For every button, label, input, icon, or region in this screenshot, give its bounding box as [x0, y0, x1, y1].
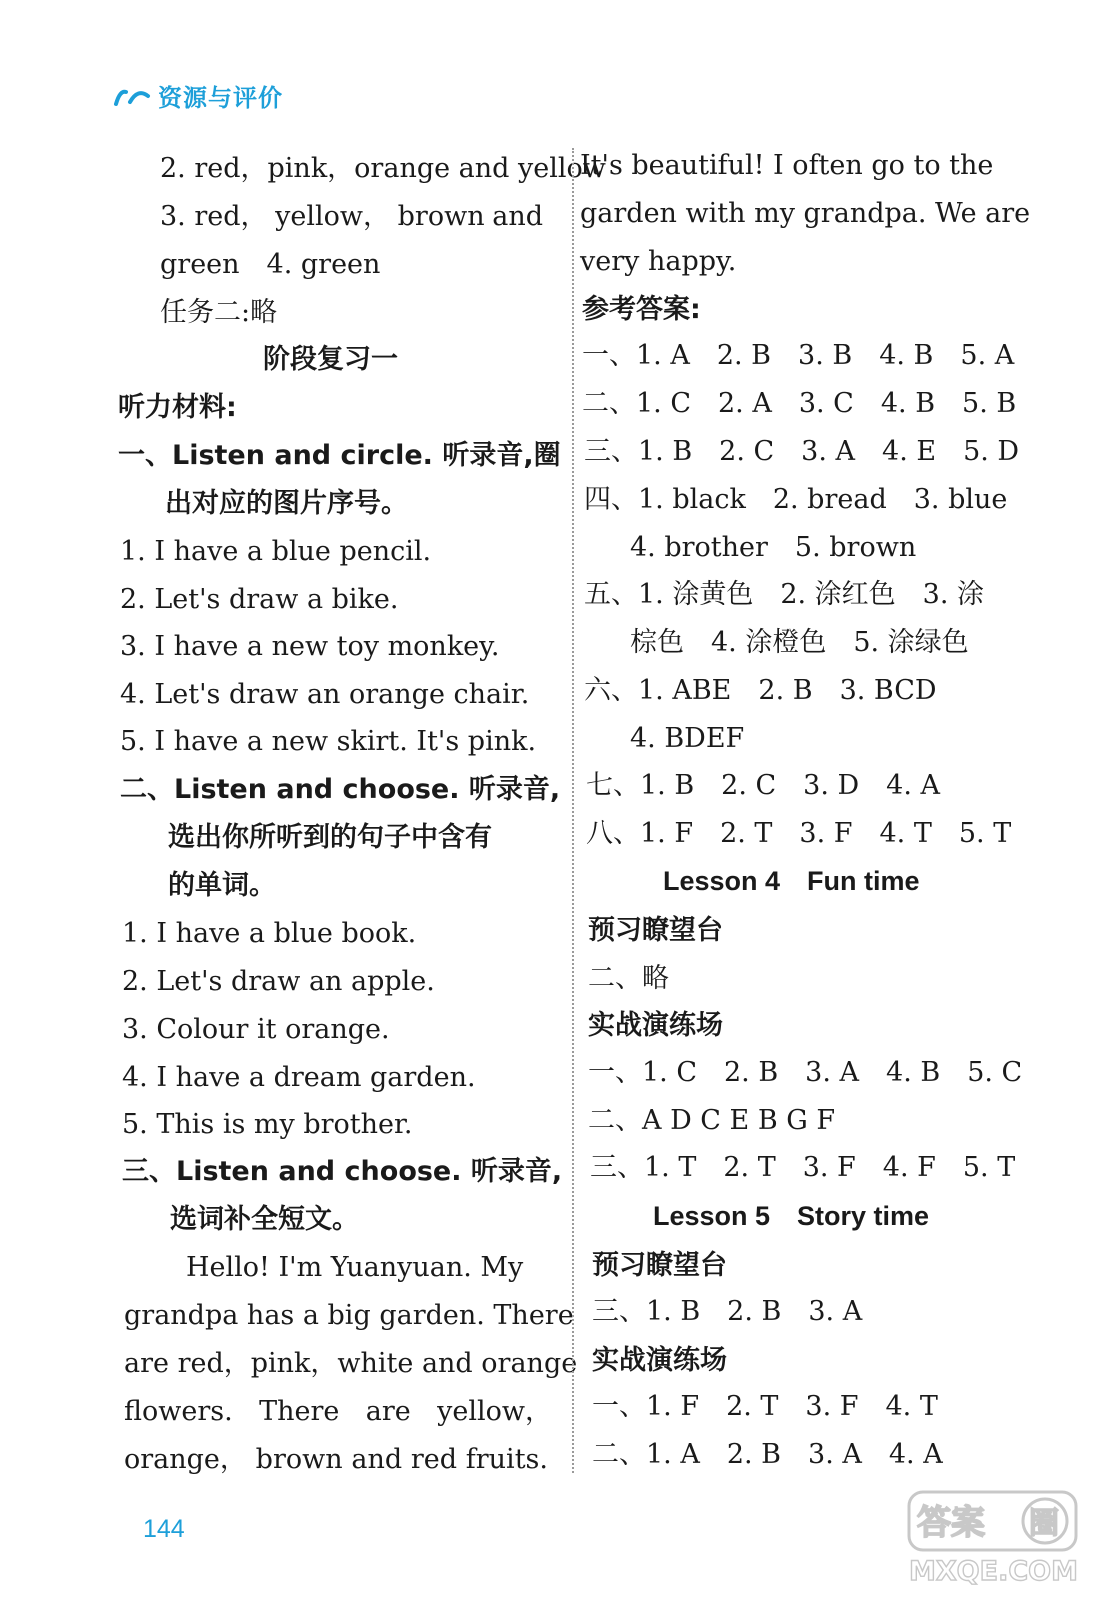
subsection-heading: 预习瞭望台 [588, 915, 723, 946]
answer-line: 四、1. black 2. bread 3. blue [584, 484, 1008, 515]
question-heading: 选出你所听到的句子中含有 [168, 822, 492, 853]
transcript-line: 2. Let's draw a bike. [120, 584, 399, 615]
answer-line: 一、1. A 2. B 3. B 4. B 5. A [582, 340, 1015, 371]
subsection-heading: 实战演练场 [592, 1345, 727, 1376]
question-heading: 二、Listen and choose. 听录音, [120, 774, 561, 805]
passage-line: grandpa has a big garden. There [124, 1300, 574, 1331]
answer-line: 三、1. T 2. T 3. F 4. F 5. T [590, 1152, 1016, 1183]
answer-line: 七、1. B 2. C 3. D 4. A [586, 770, 941, 801]
transcript-line: 4. Let's draw an orange chair. [120, 679, 530, 710]
transcript-line: 1. I have a blue pencil. [120, 536, 432, 567]
passage-line: flowers. There are yellow， [124, 1396, 552, 1427]
transcript-line: 3. Colour it orange. [122, 1014, 390, 1045]
question-heading: 三、Listen and choose. 听录音, [122, 1156, 563, 1187]
answer-line: 八、1. F 2. T 3. F 4. T 5. T [586, 818, 1012, 849]
page-number: 144 [143, 1515, 185, 1543]
svg-text:MXQE.COM: MXQE.COM [909, 1556, 1078, 1587]
lesson-title: Lesson 4 Fun time [663, 866, 920, 896]
answer-line: 六、1. ABE 2. B 3. BCD [584, 675, 937, 706]
answer-line: 2. red，pink，orange and yellow [160, 153, 606, 184]
passage-line: are red，pink，white and orange [124, 1348, 578, 1379]
section-heading: 听力材料: [118, 392, 237, 423]
subsection-heading: 实战演练场 [588, 1010, 723, 1041]
answer-line: 五、1. 涂黄色 2. 涂红色 3. 涂 [584, 579, 985, 610]
section-title: 阶段复习一 [263, 344, 398, 375]
transcript-line: 3. I have a new toy monkey. [120, 631, 500, 662]
question-heading: 选词补全短文。 [170, 1204, 359, 1235]
transcript-line: 4. I have a dream garden. [122, 1062, 476, 1093]
transcript-line: 1. I have a blue book. [122, 918, 417, 949]
answer-line: 一、1. F 2. T 3. F 4. T [592, 1391, 938, 1422]
answer-line: 三、1. B 2. C 3. A 4. E 5. D [584, 436, 1020, 467]
passage-line: garden with my grandpa. We are [580, 198, 1031, 229]
swoosh-logo-icon [112, 82, 154, 110]
answer-line: 二、1. C 2. A 3. C 4. B 5. B [582, 388, 1017, 419]
answer-line: 4. brother 5. brown [630, 532, 917, 563]
page-header [112, 78, 283, 113]
question-heading: 一、Listen and circle. 听录音,圈 [118, 440, 561, 471]
lesson-title: Lesson 5 Story time [653, 1201, 930, 1231]
column-divider [572, 148, 574, 1473]
answer-line: 3. red， yellow， brown and [160, 201, 543, 232]
answer-line: 棕色 4. 涂橙色 5. 涂绿色 [630, 627, 969, 658]
answer-line: 一、1. C 2. B 3. A 4. B 5. C [588, 1057, 1023, 1088]
answer-line: 4. BDEF [630, 723, 745, 754]
transcript-line: 2. Let's draw an apple. [122, 966, 435, 997]
answer-line: 任务二:略 [160, 297, 278, 328]
answer-line: 二、略 [588, 963, 669, 994]
question-heading: 的单词。 [168, 870, 276, 901]
answer-line: 二、A D C E B G F [588, 1105, 836, 1136]
svg-text:答案: 答案 [917, 1503, 985, 1543]
answer-line: 三、1. B 2. B 3. A [592, 1296, 863, 1327]
section-heading: 参考答案: [582, 294, 701, 325]
answer-line: 二、1. A 2. B 3. A 4. A [592, 1439, 943, 1470]
answer-line: green 4. green [160, 249, 381, 280]
passage-line: Hello! I'm Yuanyuan. My [186, 1252, 524, 1283]
passage-line: orange， brown and red fruits. [124, 1444, 548, 1475]
watermark-logo-icon [905, 1488, 1080, 1588]
transcript-line: 5. This is my brother. [122, 1109, 413, 1140]
book-title: 资源与评价 [158, 84, 283, 112]
passage-line: It's beautiful! I often go to the [580, 150, 994, 181]
question-heading: 出对应的图片序号。 [165, 488, 408, 519]
subsection-heading: 预习瞭望台 [592, 1250, 727, 1281]
transcript-line: 5. I have a new skirt. It's pink. [120, 726, 537, 757]
svg-text:圈: 圈 [1029, 1506, 1059, 1541]
passage-line: very happy. [580, 246, 737, 277]
